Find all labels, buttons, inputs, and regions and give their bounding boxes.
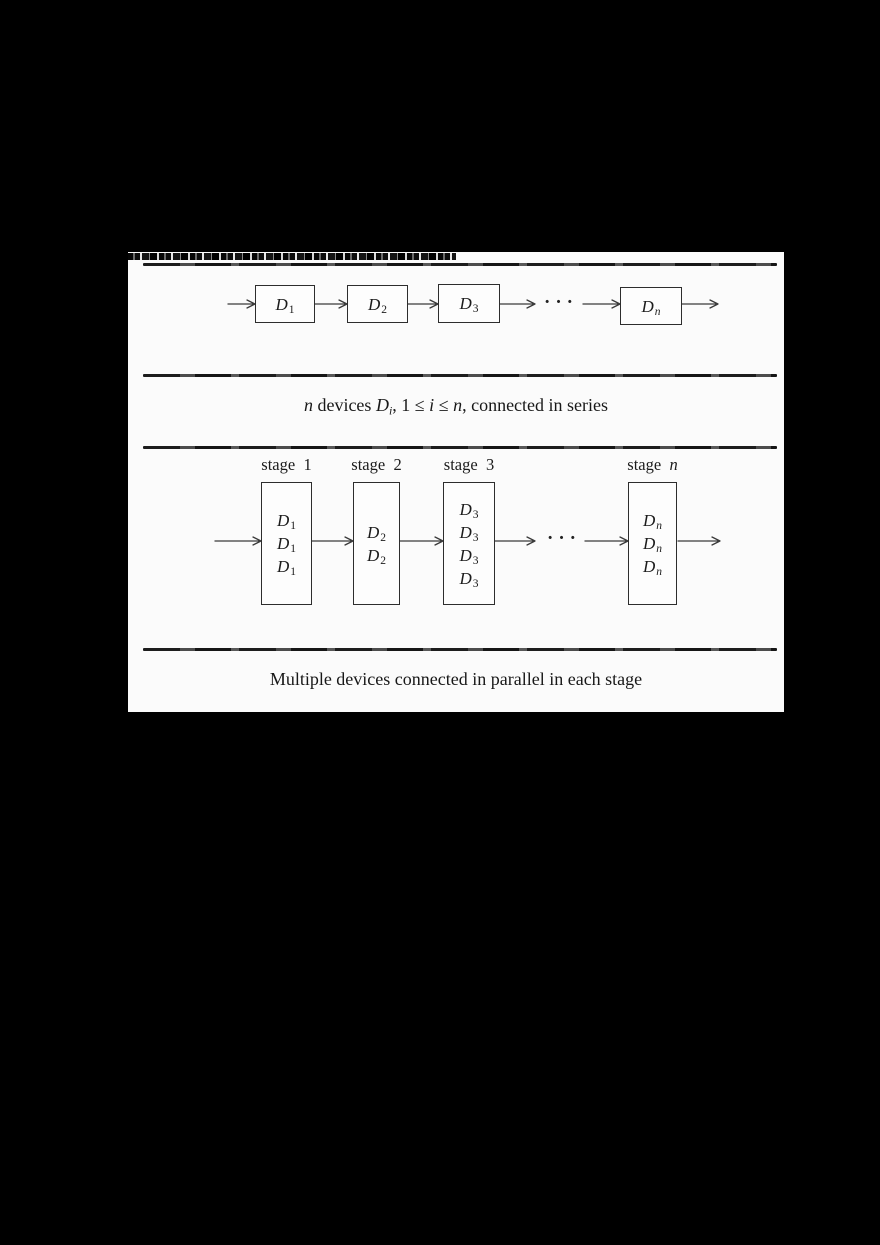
device-label: $D_n$ bbox=[642, 534, 663, 556]
series-device-box bbox=[620, 287, 682, 325]
horizontal-rule-3 bbox=[143, 446, 777, 449]
device-label: $D_2$ bbox=[366, 545, 387, 567]
ellipsis-parallel: ··· bbox=[547, 528, 582, 549]
scanned-figure-panel bbox=[128, 252, 784, 712]
horizontal-rule-1 bbox=[143, 263, 777, 266]
horizontal-rule-2 bbox=[143, 374, 777, 377]
stage-label: stage 1 bbox=[261, 455, 312, 474]
stage-label: stage 2 bbox=[351, 455, 402, 474]
parallel-caption: Multiple devices connected in parallel in each stage bbox=[269, 669, 643, 689]
stage-box bbox=[628, 482, 677, 605]
device-label: $D_1$ bbox=[276, 557, 297, 579]
stage-label: stage n bbox=[627, 455, 678, 474]
device-label: $D_n$ bbox=[641, 296, 661, 318]
device-label: $D_2$ bbox=[366, 522, 387, 544]
series-device-box bbox=[438, 284, 500, 323]
stage-box bbox=[353, 482, 400, 605]
device-label: $D_3$ bbox=[459, 545, 479, 567]
horizontal-rule-4 bbox=[143, 648, 777, 651]
device-label: $D_1$ bbox=[276, 511, 297, 533]
stage-box bbox=[443, 482, 495, 605]
device-label: $D_n$ bbox=[642, 557, 663, 579]
device-label: $D_2$ bbox=[367, 294, 388, 316]
series-device-box bbox=[255, 285, 315, 323]
device-label: $D_1$ bbox=[275, 294, 295, 316]
device-label: $D_3$ bbox=[459, 499, 479, 521]
stage-box bbox=[261, 482, 312, 605]
ellipsis-series: ··· bbox=[544, 292, 579, 313]
device-label: $D_n$ bbox=[642, 511, 663, 533]
series-device-box bbox=[347, 285, 408, 323]
scan-noise-artifact bbox=[128, 253, 456, 260]
device-label: $D_1$ bbox=[276, 534, 297, 556]
device-label: $D_3$ bbox=[459, 522, 479, 544]
stage-label: stage 3 bbox=[443, 455, 495, 474]
device-label: $D_3$ bbox=[459, 294, 479, 316]
device-label: $D_3$ bbox=[459, 568, 479, 590]
series-caption: n devices $D_i$, 1 ≤ i ≤ n, connected in series bbox=[303, 395, 609, 418]
